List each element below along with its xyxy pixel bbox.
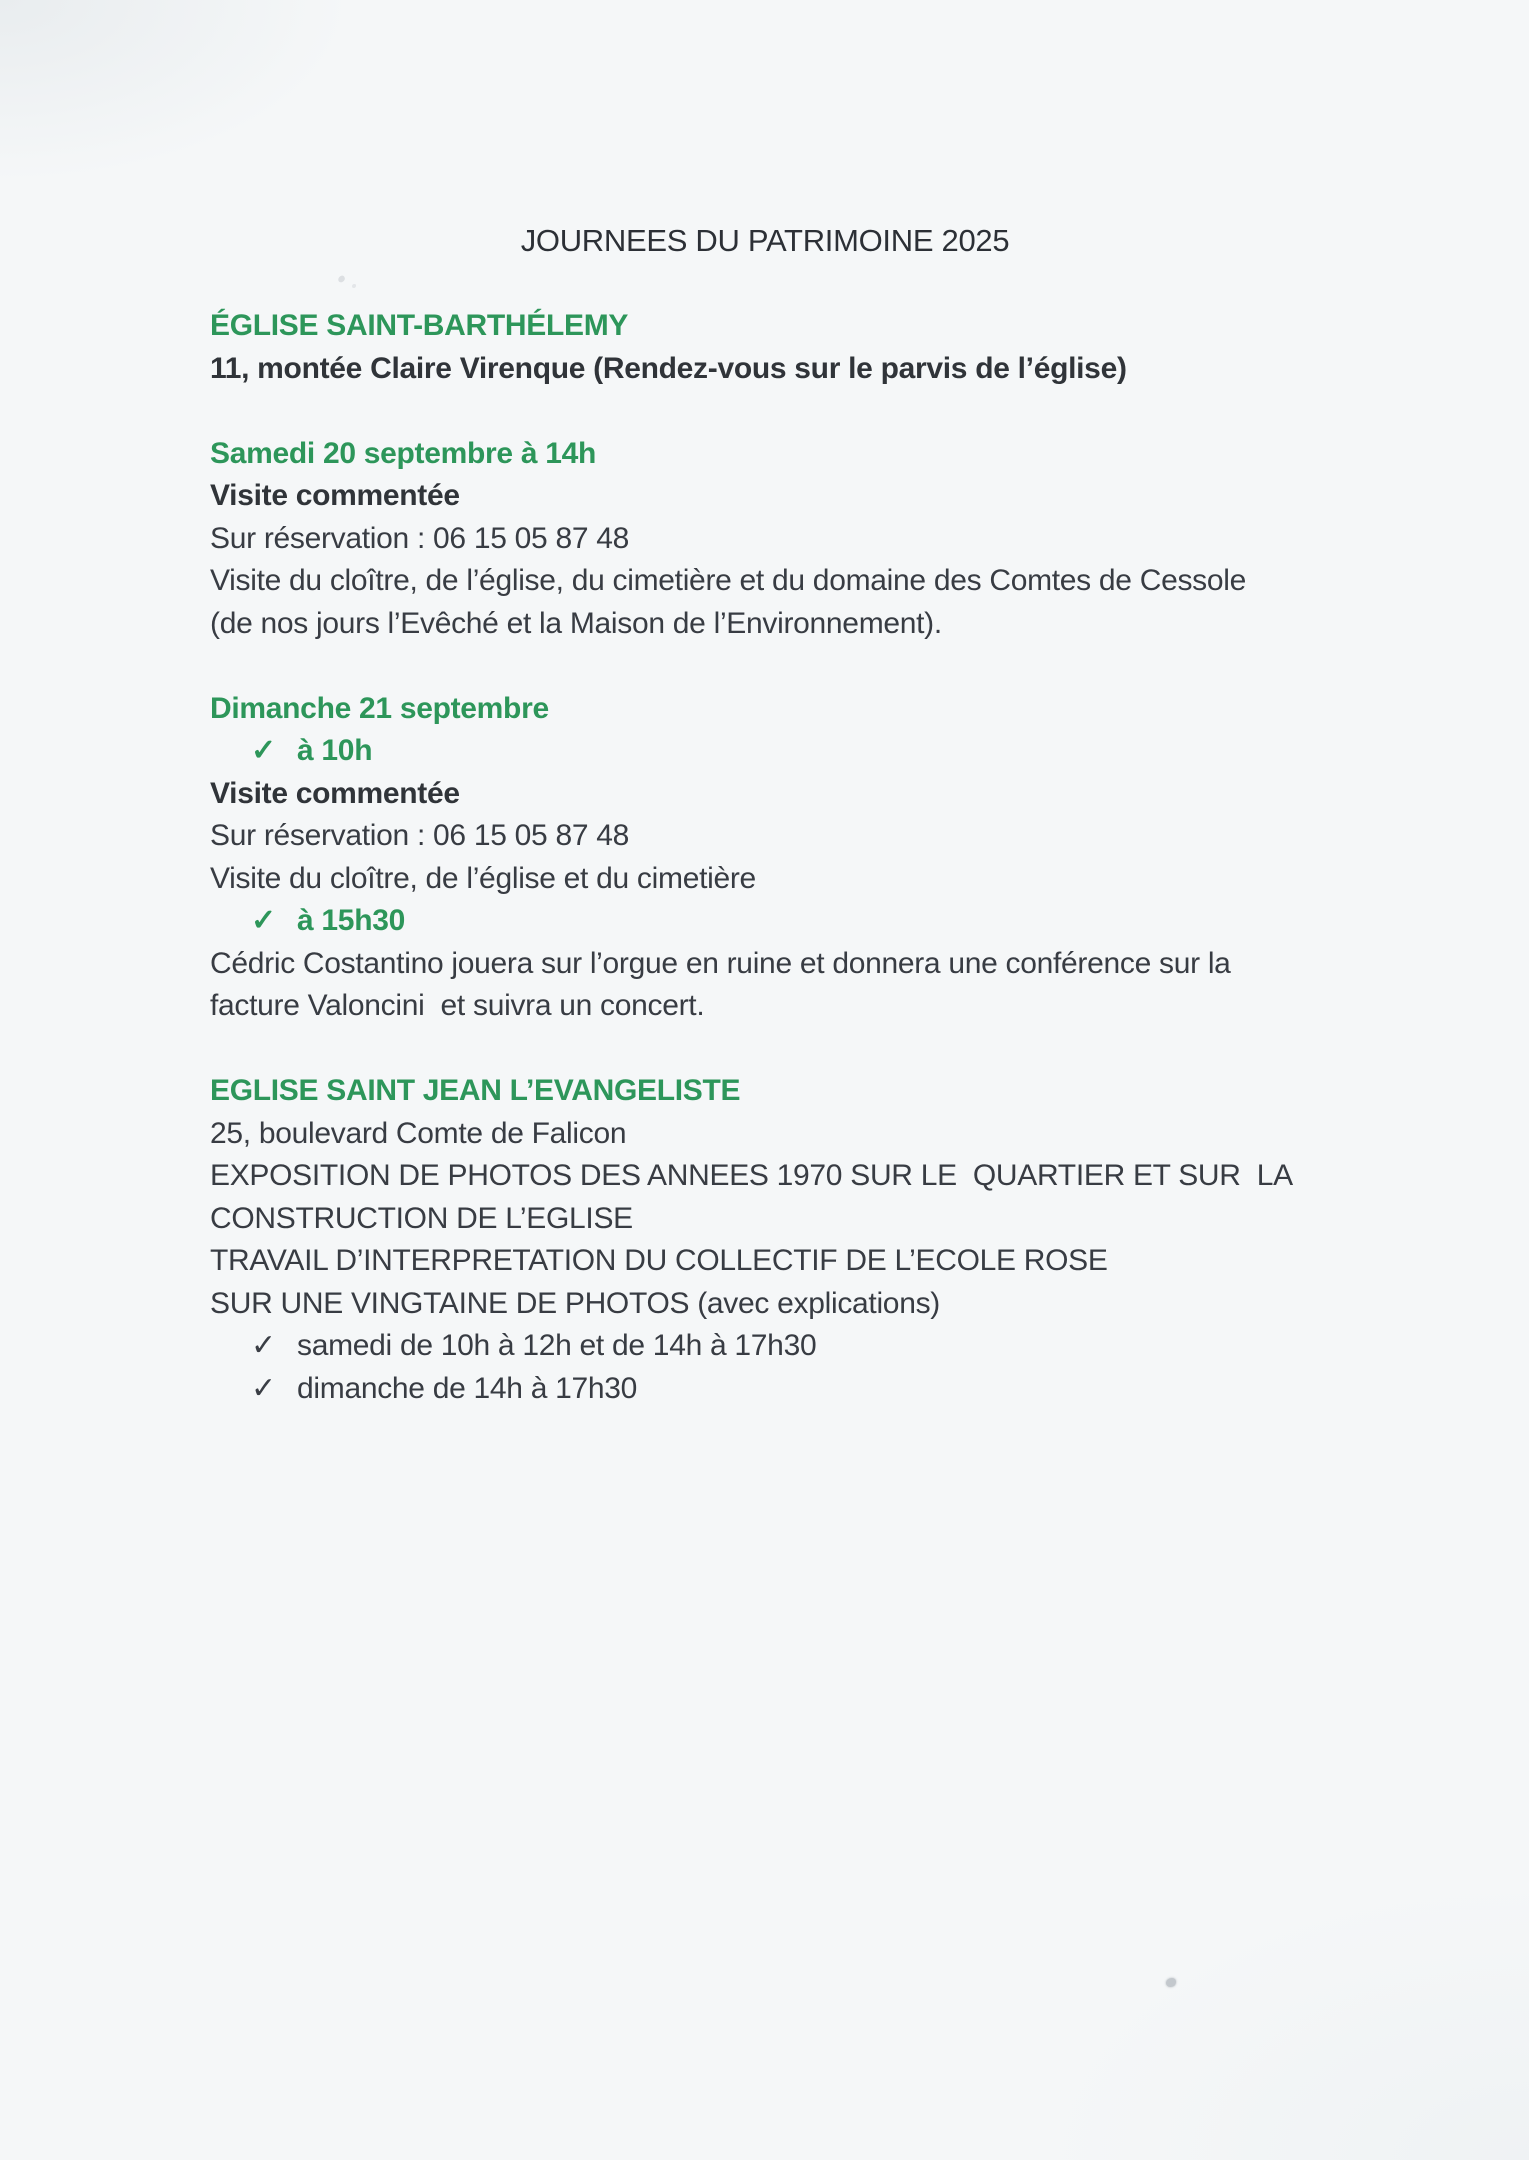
reservation-line: Sur réservation : 06 15 05 87 48 xyxy=(210,819,630,852)
schedule-label: dimanche de 14h à 17h30 xyxy=(297,1371,638,1405)
section-heading-saint-barthelemy: ÉGLISE SAINT-BARTHÉLEMY xyxy=(210,309,629,342)
visit-description-line: (de nos jours l’Evêché et la Maison de l’Environnement). xyxy=(210,606,942,640)
concert-description-line: facture Valoncini et suivra un concert. xyxy=(210,989,705,1022)
exposition-line: CONSTRUCTION DE L’EGLISE xyxy=(210,1201,633,1235)
visit-description-line: Visite du cloître, de l’église et du cimetière xyxy=(210,861,756,895)
check-icon: ✓ xyxy=(251,904,276,937)
schedule-item xyxy=(210,1368,1320,1411)
visit-type-line: Visite commentée xyxy=(210,479,460,512)
section-address: 11, montée Claire Virenque (Rendez-vous sur le parvis de l’église) xyxy=(210,351,1127,385)
check-icon: ✓ xyxy=(251,1329,276,1362)
exposition-line: EXPOSITION DE PHOTOS DES ANNEES 1970 SUR LE QUARTIER ET SUR LA xyxy=(210,1159,1293,1192)
section-address: 25, boulevard Comte de Falicon xyxy=(210,1116,627,1150)
concert-description-line: Cédric Costantino jouera sur l’orgue en ruine et donnera une conférence sur la xyxy=(210,946,1231,980)
exposition-line: TRAVAIL D’INTERPRETATION DU COLLECTIF DE L’ECOLE ROSE xyxy=(210,1244,1108,1277)
schedule-item xyxy=(210,1325,1320,1368)
page-title: JOURNEES DU PATRIMOINE 2025 xyxy=(520,223,1010,258)
reservation-line: Sur réservation : 06 15 05 87 48 xyxy=(210,521,630,555)
text-column xyxy=(210,220,1320,1410)
section-heading-saint-jean: EGLISE SAINT JEAN L’EVANGELISTE xyxy=(210,1074,741,1107)
schedule-label: samedi de 10h à 12h et de 14h à 17h30 xyxy=(297,1329,817,1362)
visit-type-line: Visite commentée xyxy=(210,776,460,810)
visit-description-line: Visite du cloître, de l’église, du cimetière et du domaine des Comtes de Cessole xyxy=(210,564,1247,597)
time-slot-label: à 15h30 xyxy=(297,904,405,937)
time-slot-label: à 10h xyxy=(297,734,373,767)
check-icon: ✓ xyxy=(251,1371,276,1405)
check-icon: ✓ xyxy=(251,734,276,767)
time-slot-item xyxy=(210,730,1320,773)
scan-speck xyxy=(1166,1978,1176,1987)
event-heading-dimanche-21: Dimanche 21 septembre xyxy=(210,691,549,725)
time-slot-item xyxy=(210,900,1320,943)
event-heading-samedi-20: Samedi 20 septembre à 14h xyxy=(210,436,597,470)
exposition-line: SUR UNE VINGTAINE DE PHOTOS (avec explications) xyxy=(210,1286,940,1320)
